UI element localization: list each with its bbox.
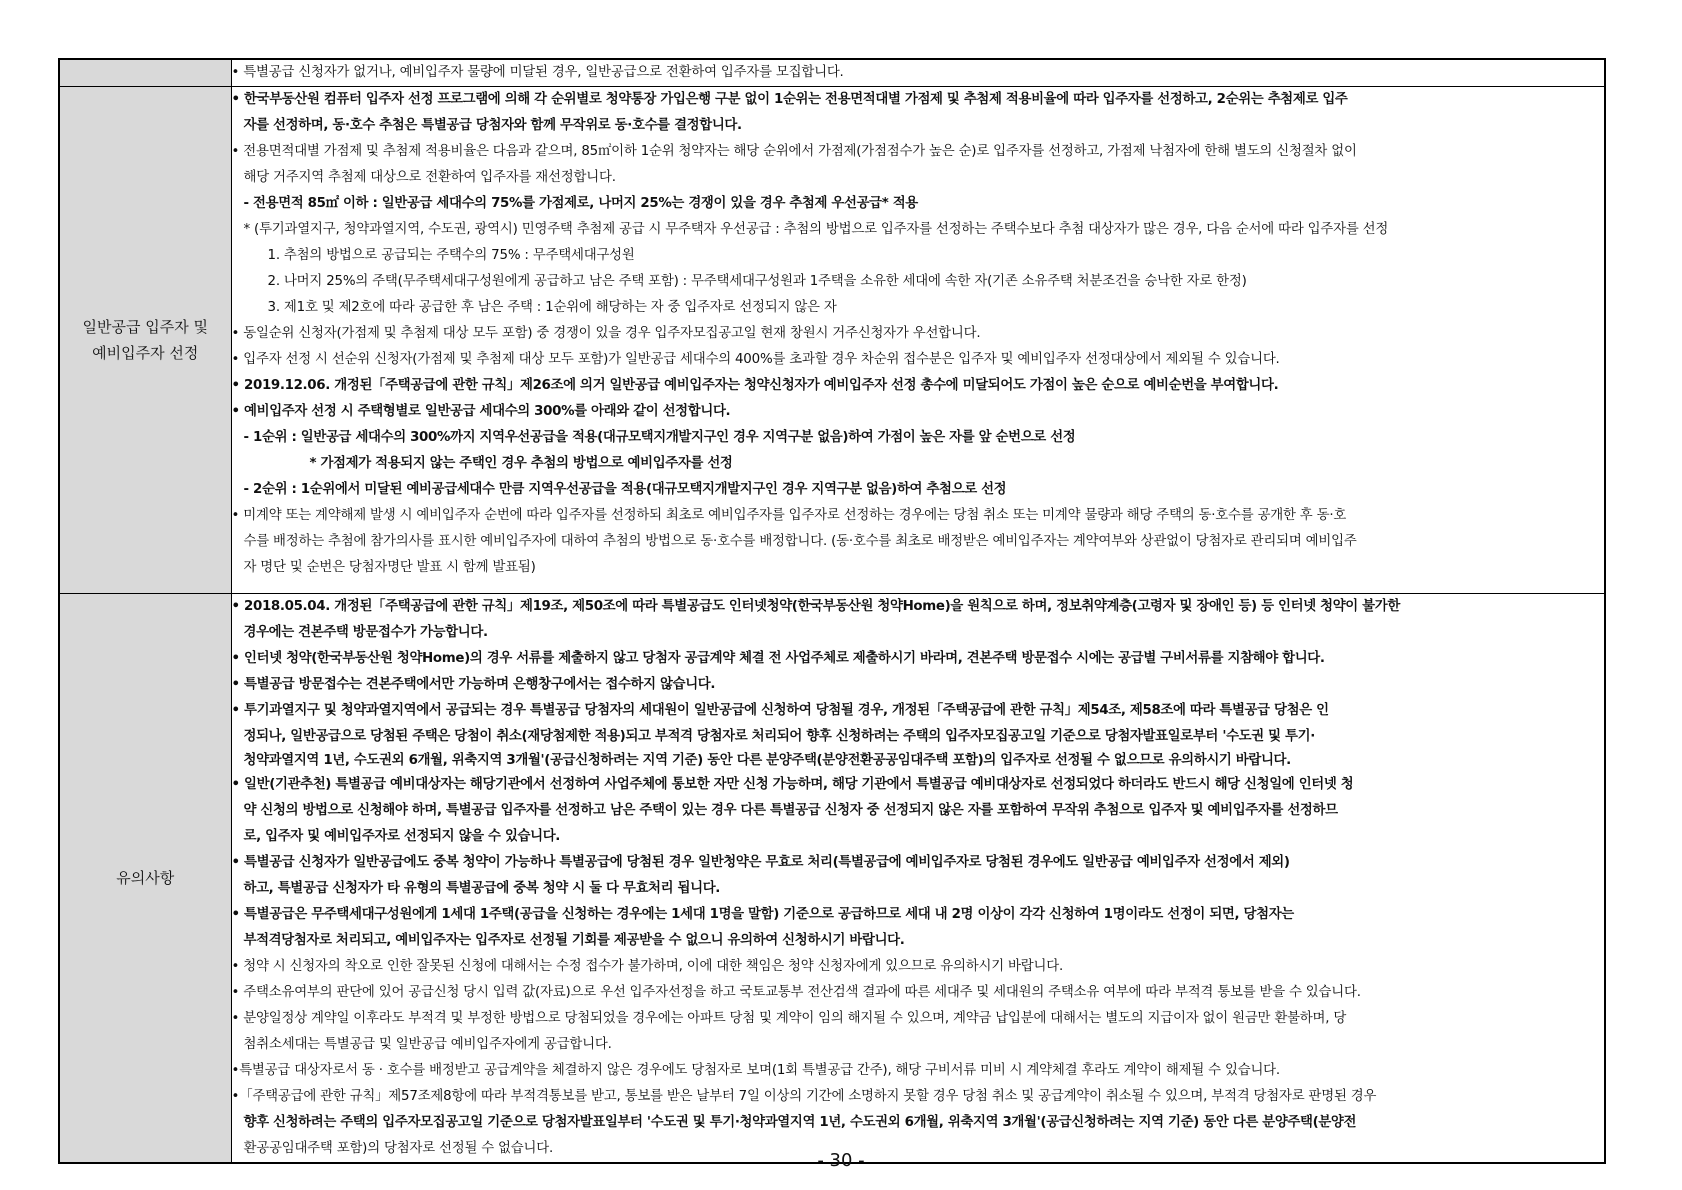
text-line: • 특별공급은 무주택세대구성원에게 1세대 1주택(공급을 신청하는 경우에는 1세대 1명을 말함) 기준으로 공급하므로 세대 내 2명 이상이 각각 신청하여 1명이라도 선정이 되면, 당첨자는 (231, 907, 1294, 922)
text-line: • 2018.05.04. 개정된「주택공급에 관한 규칙」제19조, 제50조에 따라 특별공급도 인터넷청약(한국부동산원 청약Home)을 원칙으로 하며, 정보취약계층(고령자 및 장애인 등) 등 인터넷 청약이 불가한 (231, 599, 1400, 614)
row-label (59, 87, 231, 594)
text-line: - 전용면적 85㎡ 이하 : 일반공급 세대수의 75%를 가점제로, 나머지 25%는 경쟁이 있을 경우 추첨제 우선공급* 적용 (243, 196, 918, 211)
row-label: 유의사항 (59, 594, 231, 1164)
page-number: - 30 - (817, 1150, 865, 1171)
text-line: 1. 추첨의 방법으로 공급되는 주택수의 75% : 무주택세대구성원 (267, 248, 635, 263)
text-line: • 2019.12.06. 개정된「주택공급에 관한 규칙」제26조에 의거 일반공급 예비입주자는 청약신청자가 예비입주자 선정 총수에 미달되어도 가점이 높은 순으로 예비순번을 부여합니다. (231, 378, 1279, 393)
text-line: - 1순위 : 일반공급 세대수의 300%까지 지역우선공급을 적용(대규모택지개발지구인 경우 지역구분 없음)하여 가점이 높은 자를 앞 순번으로 선정 (243, 430, 1076, 445)
row-content (231, 59, 1605, 87)
text-line: • 일반(기관추천) 특별공급 예비대상자는 해당기관에서 선정하여 사업주체에 통보한 자만 신청 가능하며, 해당 기관에서 특별공급 예비대상자로 선정되었다 하더라도 반드시 해당 신청일에 인터넷 청 (231, 777, 1354, 792)
text-line: * 가점제가 적용되지 않는 주택인 경우 추첨의 방법으로 예비입주자를 선정 (309, 456, 733, 471)
text-line: • 청약 시 신청자의 착오로 인한 잘못된 신청에 대해서는 수정 접수가 불가하며, 이에 대한 책임은 청약 신청자에게 있으므로 유의하시기 바랍니다. (231, 959, 1064, 974)
text-line: • 한국부동산원 컴퓨터 입주자 선정 프로그램에 의해 각 순위별로 청약통장 가입은행 구분 없이 1순위는 전용면적대별 가점제 및 추첨제 적용비율에 따라 입주자를 선정하고, 2순위는 추첨제로 입주 (231, 92, 1348, 107)
text-line: 부적격당첨자로 처리되고, 예비입주자는 입주자로 선정될 기회를 제공받을 수 없으니 유의하여 신청하시기 바랍니다. (243, 933, 905, 948)
row-content (231, 594, 1605, 1164)
text-line: • 분양일정상 계약일 이후라도 부적격 및 부정한 방법으로 당첨되었을 경우에는 아파트 당첨 및 계약이 임의 해지될 수 있으며, 계약금 납입분에 대해서는 별도의 지급이자 없이 원금만 환불하며, 당 (231, 1011, 1347, 1026)
text-line: 수를 배정하는 추첨에 참가의사를 표시한 예비입주자에 대하여 추첨의 방법으로 동·호수를 배정합니다. (동·호수를 최초로 배정받은 예비입주자는 계약여부와 상관없이 당첨자로 관리되며 예비입주 (243, 534, 1357, 549)
text-line: • 특별공급 신청자가 없거나, 예비입주자 물량에 미달된 경우, 일반공급으로 전환하여 입주자를 모집합니다. (231, 65, 844, 80)
text-line: • 입주자 선정 시 선순위 신청자(가점제 및 추첨제 대상 모두 포함)가 일반공급 세대수의 400%를 초과할 경우 차순위 접수분은 입주자 및 예비입주자 선정대상에서 제외될 수 있습니다. (231, 352, 1280, 367)
text-line: 3. 제1호 및 제2호에 따라 공급한 후 남은 주택 : 1순위에 해당하는 자 중 입주자로 선정되지 않은 자 (267, 300, 837, 315)
text-line: 해당 거주지역 추첨제 대상으로 전환하여 입주자를 재선정합니다. (243, 170, 616, 185)
text-line: • 주택소유여부의 판단에 있어 공급신청 당시 입력 값(자료)으로 우선 입주자선정을 하고 국토교통부 전산검색 결과에 따른 세대주 및 세대원의 주택소유 여부에 따라 부적격 통보를 받을 수 있습니다. (231, 985, 1361, 1000)
text-line: • 투기과열지구 및 청약과열지역에서 공급되는 경우 특별공급 당첨자의 세대원이 일반공급에 신청하여 당첨될 경우, 개정된「주택공급에 관한 규칙」제54조, 제58조에 따라 특별공급 당첨은 인 (231, 703, 1329, 718)
text-line: • 특별공급 신청자가 일반공급에도 중복 청약이 가능하나 특별공급에 당첨된 경우 일반청약은 무효로 처리(특별공급에 예비입주자로 당첨된 경우에도 일반공급 예비입주자 선정에서 제외) (231, 855, 1290, 870)
label-line-2: 예비입주자 선정 (92, 344, 199, 362)
label-line-1: 일반공급 입주자 및 (82, 318, 208, 336)
text-line: 하고, 특별공급 신청자가 타 유형의 특별공급에 중복 청약 시 둘 다 무효처리 됩니다. (243, 881, 721, 896)
text-line: 환공공임대주택 포함)의 당첨자로 선정될 수 없습니다. (243, 1141, 554, 1156)
text-line: • 특별공급 방문접수는 견본주택에서만 가능하며 은행창구에서는 접수하지 않습니다. (231, 677, 716, 692)
row-label (59, 59, 231, 87)
text-line: • 동일순위 신청자(가점제 및 추첨제 대상 모두 포함) 중 경쟁이 있을 경우 입주자모집공고일 현재 창원시 거주신청자가 우선합니다. (231, 326, 981, 341)
text-line: 경우에는 견본주택 방문접수가 가능합니다. (243, 625, 488, 640)
text-line: •「주택공급에 관한 규칙」제57조제8항에 따라 부적격통보를 받고, 통보를 받은 날부터 7일 이상의 기간에 소명하지 못할 경우 당첨 취소 및 공급계약이 취소될 수 있으며, 부적격 당첨자로 판명된 경우 (231, 1089, 1377, 1104)
notice-table (58, 58, 1606, 1164)
text-line: * (투기과열지구, 청약과열지역, 수도권, 광역시) 민영주택 추첨제 공급 시 무주택자 우선공급 : 추첨의 방법으로 입주자를 선정하는 주택수보다 추첨 대상자가 많은 경우, 다음 순서에 따라 입주자를 선정 (243, 222, 1389, 237)
text-line: 자 명단 및 순번은 당첨자명단 발표 시 함께 발표됨) (243, 560, 536, 575)
text-line: • 전용면적대별 가점제 및 추첨제 적용비율은 다음과 같으며, 85㎡이하 1순위 청약자는 해당 순위에서 가점제(가점점수가 높은 순)로 입주자를 선정하고, 가점제 낙첨자에 한해 별도의 신청절차 없이 (231, 144, 1357, 159)
row-content (231, 87, 1605, 594)
text-line: 로, 입주자 및 예비입주자로 선정되지 않을 수 있습니다. (243, 829, 561, 844)
table-row (59, 59, 1605, 87)
text-line: • 미계약 또는 계약해제 발생 시 예비입주자 순번에 따라 입주자를 선정하되 최초로 예비입주자를 입주자로 선정하는 경우에는 당첨 취소 또는 미계약 물량과 해당 주택의 동·호수를 공개한 후 동·호 (231, 508, 1347, 523)
table-row (59, 87, 1605, 594)
text-line: •특별공급 대상자로서 동 · 호수를 배정받고 공급계약을 체결하지 않은 경우에도 당첨자로 보며(1회 특별공급 간주), 해당 구비서류 미비 시 계약체결 후라도 계약이 해제될 수 있습니다. (231, 1063, 1280, 1078)
text-line: 약 신청의 방법으로 신청해야 하며, 특별공급 입주자를 선정하고 남은 주택이 있는 경우 다른 특별공급 신청자 중 선정되지 않은 자를 포함하여 무작위 추첨으로 입주자 및 예비입주자를 선정하므 (243, 803, 1338, 818)
table-row (59, 594, 1605, 1164)
text-line: 청약과열지역 1년, 수도권외 6개월, 위축지역 3개월'(공급신청하려는 지역 기준) 동안 다른 분양주택(분양전환공공임대주택 포함)의 입주자로 선정될 수 없으므로 유의하시기 바랍니다. (243, 753, 1291, 768)
text-line: 2. 나머지 25%의 주택(무주택세대구성원에게 공급하고 남은 주택 포함) : 무주택세대구성원과 1주택을 소유한 세대에 속한 자(기존 소유주택 처분조건을 승낙한 자로 한정) (267, 274, 1247, 289)
text-line: • 예비입주자 선정 시 주택형별로 일반공급 세대수의 300%를 아래와 같이 선정합니다. (231, 404, 731, 419)
text-line: 향후 신청하려는 주택의 입주자모집공고일 기준으로 당첨자발표일부터 '수도권 및 투기·청약과열지역 1년, 수도권외 6개월, 위축지역 3개월'(공급신청하려는 지역 기준) 동안 다른 분양주택(분양전 (243, 1115, 1357, 1130)
text-line: - 2순위 : 1순위에서 미달된 예비공급세대수 만큼 지역우선공급을 적용(대규모택지개발지구인 경우 지역구분 없음)하여 추첨으로 선정 (243, 482, 1007, 497)
text-line: 자를 선정하며, 동·호수 추첨은 특별공급 당첨자와 함께 무작위로 동·호수를 결정합니다. (243, 118, 742, 133)
text-line: • 인터넷 청약(한국부동산원 청약Home)의 경우 서류를 제출하지 않고 당첨자 공급계약 체결 전 사업주체로 제출하시기 바라며, 견본주택 방문접수 시에는 공급별 구비서류를 지참해야 합니다. (231, 651, 1325, 666)
text-line: 첨취소세대는 특별공급 및 일반공급 예비입주자에게 공급합니다. (243, 1037, 612, 1052)
text-line: 정되나, 일반공급으로 당첨된 주택은 당첨이 취소(재당첨제한 적용)되고 부적격 당첨자로 처리되어 향후 신청하려는 주택의 입주자모집공고일 기준으로 당첨자발표일로부터 '수도권 및 투기· (243, 729, 1315, 744)
